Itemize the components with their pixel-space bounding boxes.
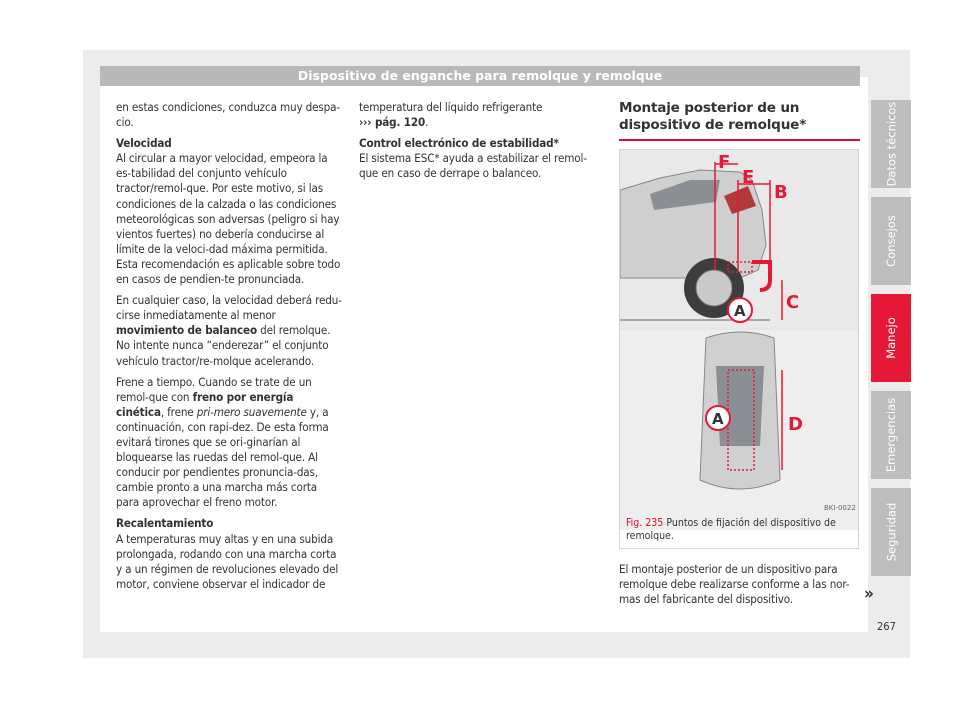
tab-seguridad[interactable]: [871, 488, 911, 576]
reference-arrow-icon: ›››: [359, 115, 372, 130]
rear-window-top: [716, 366, 764, 446]
figure-illustration: [620, 150, 858, 548]
paragraph-reference: [359, 100, 591, 130]
text: del remolque. No intente nunca “enderezar” el conjunto vehículo tractor/re-molque acelerando.: [116, 323, 331, 368]
continue-icon: »: [864, 584, 874, 604]
label-B: B: [774, 182, 788, 203]
tab-emergencias[interactable]: [871, 391, 911, 479]
text-column-2: [359, 100, 591, 187]
label-A-top: A: [734, 302, 746, 320]
figure-caption: [626, 517, 854, 543]
bold-term: freno por energía cinética: [116, 389, 294, 419]
wheel-rim: [696, 270, 732, 306]
tab-consejos[interactable]: [871, 197, 911, 285]
label-F: F: [718, 152, 731, 173]
paragraph: en estas condiciones, conduzca muy despa-cio.: [116, 100, 341, 130]
label-C: C: [786, 292, 800, 313]
tab-label: Emergencias: [884, 397, 899, 473]
heading-esc: Control electrónico de estabilidad*: [359, 136, 559, 151]
text: .: [425, 115, 429, 130]
paragraph: Al circular a mayor velocidad, empeora la es-tabilidad del conjunto vehículo tractor/remol-que. Por este motivo, si las condiciones de la calzada o las condiciones meteorológicas son adversas (peligro si hay vientos fuertes) no debería conducirse al límite de la veloci-dad máxima permitida. Esta recomendación es aplicable sobre todo en casos de pendien-te pronunciada.: [116, 151, 341, 287]
text: temperatura del líquido refrigerante: [359, 100, 543, 114]
figure-code: BKI-0022: [824, 504, 856, 512]
paragraph: El sistema ESC* ayuda a estabilizar el remol-que en caso de derrape o balanceo.: [359, 151, 587, 181]
italic-term: pri-mero suavemente: [196, 404, 307, 419]
page-number: 267: [877, 620, 896, 633]
bold-term: movimiento de balanceo: [116, 323, 257, 338]
label-E: E: [742, 167, 755, 188]
label-A-bottom: A: [712, 410, 724, 428]
section-title: Montaje posterior de un dispositivo de remolque*: [619, 100, 860, 141]
tab-label: Manejo: [884, 317, 899, 359]
paragraph-after-figure: El montaje posterior de un dispositivo para remolque debe realizarse conforme a las nor-mas del fabricante del dispositivo.: [619, 562, 850, 607]
reference-text: pág. 120: [374, 115, 426, 130]
text: y, a continuación, con rapi-dez. De esta forma evitará tirones que se ori-ginarían al bloquearse las ruedas del remol-que. Al conducir por pendientes pronuncia-das, cambie pronto a una marcha más corta para aprovechar el freno motor.: [116, 404, 329, 510]
caption-number: Fig. 235: [626, 517, 664, 529]
paragraph: A temperaturas muy altas y en una subida prolongada, rodando con una marcha corta y a un régimen de revoluciones elevado del motor, conviene observar el indicador de: [116, 531, 339, 591]
tab-label: Seguridad: [884, 502, 899, 562]
tab-manejo[interactable]: [871, 294, 911, 382]
paragraph-balanceo: [116, 293, 342, 368]
text: En cualquier caso, la velocidad deberá redu-cirse inmediatamente al menor: [116, 293, 342, 323]
caption-text: Puntos de fijación del dispositivo de remolque.: [626, 517, 836, 542]
chapter-header: Dispositivo de enganche para remolque y remolque: [100, 66, 860, 86]
text: Frene a tiempo. Cuando se trate de un remol-que con: [116, 374, 312, 404]
paragraph-freno: [116, 375, 342, 511]
tab-label: Consejos: [884, 215, 898, 267]
heading-recalentamiento: Recalentamiento: [116, 516, 214, 531]
page-reference-link[interactable]: [359, 115, 425, 129]
text-column-1: [116, 100, 342, 598]
figure-tow-hitch-mounting: [619, 149, 859, 549]
heading-velocidad: Velocidad: [116, 136, 172, 151]
tab-datos-tecnicos[interactable]: [871, 100, 911, 188]
tab-label: Datos técnicos: [884, 101, 898, 187]
label-D: D: [788, 414, 803, 435]
text: , frene: [160, 404, 197, 419]
